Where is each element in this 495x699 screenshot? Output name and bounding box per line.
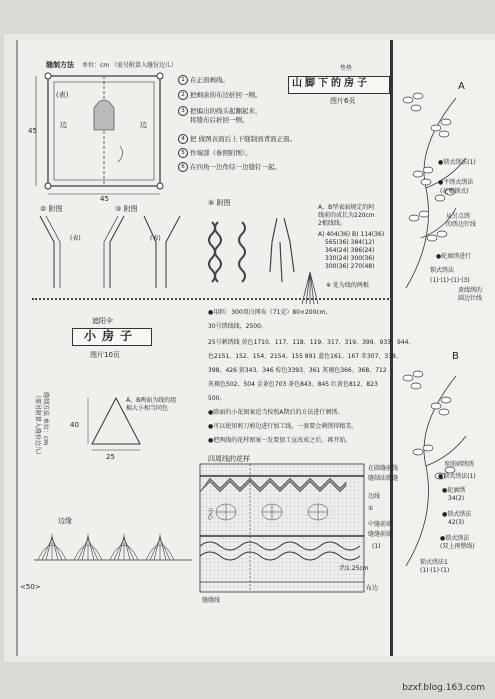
pattern-label-7: (1)	[372, 543, 381, 550]
cushion-subtitle: 垫垫	[340, 65, 353, 72]
step-number-circle: 5	[178, 148, 188, 158]
note-a-5: 的绣边针线	[446, 221, 477, 228]
note-b-6: 42(3)	[448, 519, 465, 526]
note-b-10: (1)·(1)·(1)	[420, 567, 450, 574]
cushion-codes-b: 565(36) 384(12)	[325, 239, 375, 246]
materials-line-1: ●用料：300双白网布（71克）80×200cm。	[208, 309, 332, 316]
parasol-side-note: 缝制方法 单位：cm	[42, 392, 49, 446]
watermark: bzxf.blog.163.com	[402, 683, 485, 693]
note-a-10: 圆边针线	[458, 295, 483, 302]
materials-bullet-2: ●可以使用剪刀剪边进行加工线，一套要会刺绣得精美。	[208, 423, 358, 430]
note-a-8: (1)·(1)·(1)·(3)	[430, 277, 470, 284]
note-a-9: 黄线绣的	[458, 287, 483, 294]
materials-line-3: 25号刺绣线 黄色1710、117、118、119、317、319、399、933、944、	[208, 339, 415, 346]
note-b-7: ●锁式绣法	[440, 535, 470, 542]
section-a-label: A	[458, 81, 465, 92]
step-number-circle: 3	[178, 106, 188, 116]
step-6: 6 在四角一边作结一边缝钉一起。	[178, 162, 281, 172]
step-2: 2 把剩余的布边折回一侧。	[178, 90, 262, 100]
cushion-codes-d: 330(24) 300(36)	[325, 255, 375, 262]
pattern-label-2: 缝制法缝缝	[368, 475, 399, 482]
edge-label: 边缘	[58, 517, 72, 525]
parasol-title: 小房子	[84, 329, 139, 343]
scallop-edge-figure	[32, 524, 194, 574]
note-a-7: 锁式绣法	[430, 267, 455, 274]
cushion-note-b: 线前的成长为220cm	[318, 212, 375, 219]
step-number-circle: 2	[178, 90, 188, 100]
pattern-bottom-label: 布边	[366, 585, 379, 592]
materials-line-6: 灰褐色502、504 金茶色703 茶色843、845 红黄色812、823	[208, 381, 378, 388]
cushion-note-c: 2根线线。	[318, 220, 346, 227]
cushion-codes-c: 364(24) 386(24)	[325, 247, 375, 254]
step-3-cont: 将缝布后折回一侧。	[190, 116, 249, 124]
pattern-label-4: ①	[368, 505, 374, 512]
step-5: 5 作端部（参照附图）。	[178, 148, 252, 158]
note-a-3: (花瓣锁式)	[440, 188, 469, 195]
cushion-codes-a: A) 404(36) B) 114(36)	[318, 231, 385, 238]
pattern-title: 四周线的花样	[208, 455, 250, 463]
parasol-side-note-2: （需另附算入缝份边儿）	[34, 392, 41, 459]
height-dimension: 45	[28, 127, 37, 135]
note-a-1: ●锁式绣法(1)	[438, 159, 476, 166]
border-pattern-grid	[198, 462, 366, 594]
diagram-unit-note: 单位：cm （需另附算入缝份边儿）	[82, 62, 178, 69]
figure-1-front: (表)	[70, 235, 81, 242]
cushion-note-a: A、B型表面规定的阿	[318, 204, 375, 211]
fold-figures	[32, 212, 302, 292]
note-a-2: ●平绣式绣法	[438, 179, 474, 186]
pattern-corner-label: 缝缝线	[202, 597, 221, 604]
parasol-ab-note: A、B两面为线的组	[126, 397, 177, 404]
note-b-9: 锁式绣法1	[420, 559, 448, 566]
step-1: 1 在正面画线。	[178, 75, 229, 85]
note-b-1: 参照刺绣绣	[444, 461, 475, 468]
pattern-label-1: 在圆缝前线	[368, 465, 399, 472]
pattern-label-5: 中缝前端	[368, 521, 393, 528]
note-b-3: ●轮廓绣	[442, 487, 466, 494]
section-divider	[32, 298, 392, 300]
note-b-4: 34(2)	[448, 495, 465, 502]
materials-line-7: 500。	[208, 395, 226, 402]
pattern-label-6: 缝缝前端	[368, 531, 393, 538]
page-number: <50>	[20, 583, 41, 591]
materials-line-2: 30号绣线线，2500。	[208, 323, 267, 330]
section-b-label: B	[452, 351, 459, 362]
note-b-2: ●锁式绣法(1)	[438, 473, 476, 480]
square-pattern-diagram	[30, 68, 180, 198]
step-number-circle: 1	[178, 75, 188, 85]
note-a-4: 从另点绣	[446, 213, 471, 220]
width-dimension: 45	[100, 195, 109, 203]
parasol-subtitle: 遮阳伞	[92, 317, 113, 325]
materials-line-4: 色2151、152、154、2154、155 891 蓝色161、167 赤307、318、	[208, 353, 402, 360]
note-b-5: ●锁式绣法	[442, 511, 472, 518]
cushion-codes-e: 300(36) 270(48)	[325, 263, 375, 270]
note-b-8: (双上再整线)	[440, 543, 475, 550]
figure-3-label: ⑤ 附图	[208, 199, 231, 207]
triangle-base: 25	[106, 453, 115, 461]
cushion-page-ref: 图片6页	[330, 97, 356, 105]
figure-2-label: ③ 附图	[115, 205, 138, 213]
step-number-circle: 6	[178, 162, 188, 172]
materials-line-5: 398、426 黄343、346 棕色3393、361 灰褐色366、368、712	[208, 367, 387, 374]
triangle-height: 40	[70, 421, 79, 429]
triangle-diagram	[86, 394, 146, 454]
figure-1-label: ② 附图	[40, 205, 63, 213]
step-3: 3 把编出的线头起翻起来，	[178, 106, 262, 116]
materials-bullet-1: ●除面的小花图案适当按照A期后的方法进行刺绣。	[208, 409, 344, 416]
cushion-title: 山脚下的房子	[292, 78, 370, 89]
figure-1-back: (表)	[150, 235, 161, 242]
parasol-ab-note-2: 棉大小相当同色	[126, 405, 169, 412]
cushion-knot-note: ※ 处为线的两根	[326, 282, 369, 289]
step-number-circle: 4	[178, 134, 188, 144]
step-4: 4 把 做图表面后上下缝制到背面正面。	[178, 134, 296, 144]
pattern-bottom-note: 约1.25cm	[340, 565, 369, 572]
side-label-left: 边	[60, 121, 67, 129]
tassel-figure	[296, 270, 324, 306]
note-a-6: ●轮廓绣进行	[436, 253, 472, 260]
pattern-center-line: 中心	[206, 508, 213, 521]
parasol-page-ref: 图片10页	[90, 351, 120, 359]
pattern-label-3: 边线	[368, 493, 381, 500]
side-label-right: 边	[140, 121, 147, 129]
diagram-title: 缝制方法	[46, 61, 74, 69]
front-label: (表)	[56, 91, 69, 99]
materials-bullet-3: ●把两线的花样图案一发要加工宣改成之后，再开始。	[208, 437, 352, 444]
